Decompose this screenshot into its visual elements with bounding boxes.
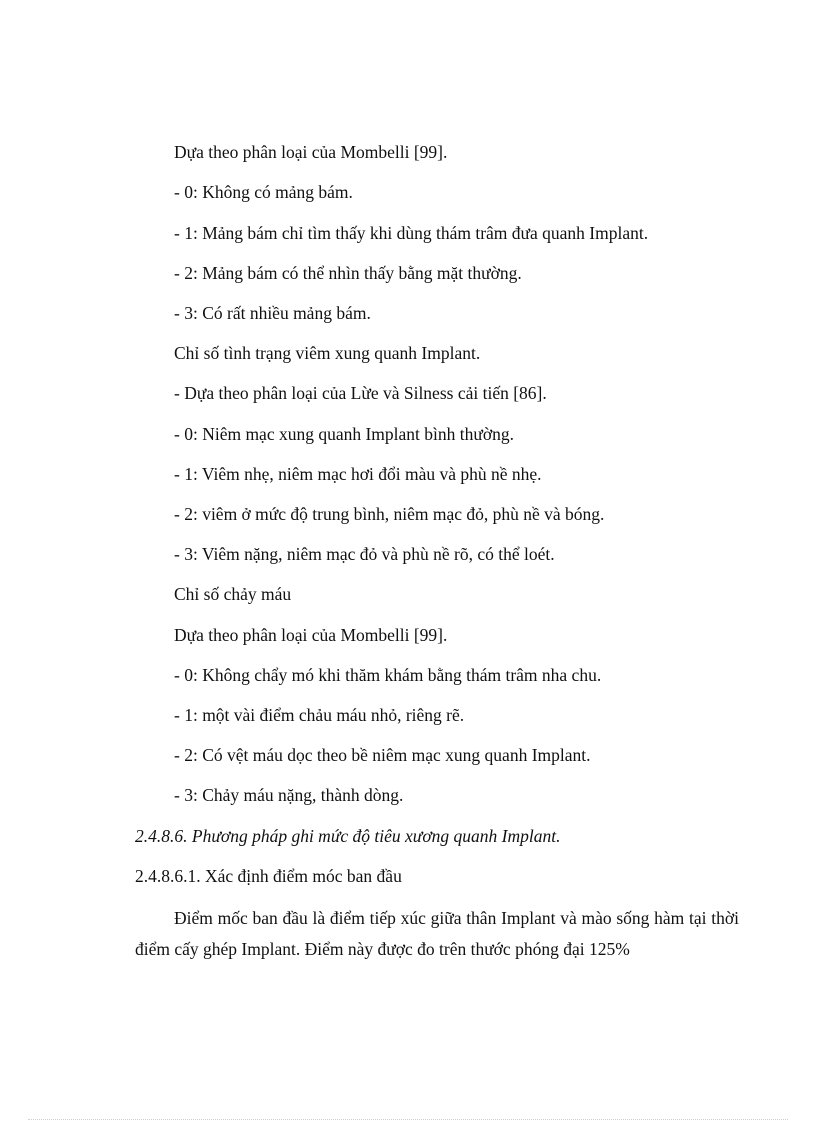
text-line: - 1: Viêm nhẹ, niêm mạc hơi đổi màu và phù nề nhẹ. (174, 464, 542, 484)
text-line: Dựa theo phân loại của Mombelli [99]. (174, 625, 448, 645)
text-line: - 1: một vài điểm chảu máu nhỏ, riêng rẽ. (174, 705, 465, 725)
text-line: - 3: Viêm nặng, niêm mạc đỏ và phù nề rõ, có thể loét. (174, 544, 555, 564)
page-bottom-rule (28, 1119, 788, 1120)
text-line: - Dựa theo phân loại của Lừe và Silness cải tiến [86]. (174, 383, 547, 403)
text-line: Chỉ số tình trạng viêm xung quanh Implant. (174, 343, 481, 363)
body-paragraph: Điểm mốc ban đầu là điểm tiếp xúc giữa thân Implant và mào sống hàm tại thời điểm cấy ghép Implant. Điểm này được đo trên thước phóng đại 125% (135, 908, 739, 959)
text-line: - 3: Chảy máu nặng, thành dòng. (174, 785, 404, 805)
text-line: - 2: Mảng bám có thể nhìn thấy bằng mặt thường. (174, 263, 522, 283)
text-line: - 2: viêm ở mức độ trung bình, niêm mạc đỏ, phù nề và bóng. (174, 504, 605, 524)
text-line: - 0: Niêm mạc xung quanh Implant bình thường. (174, 424, 515, 444)
text-line: - 0: Không có mảng bám. (174, 182, 353, 202)
text-line: Dựa theo phân loại của Mombelli [99]. (174, 142, 448, 162)
text-line: - 2: Có vệt máu dọc theo bề niêm mạc xung quanh Implant. (174, 745, 591, 765)
text-line: - 0: Không chẩy mó khi thăm khám bằng thám trâm nha chu. (174, 665, 602, 685)
subsection-heading: 2.4.8.6.1. Xác định điểm móc ban đầu (135, 866, 402, 886)
text-line: Chỉ số chảy máu (174, 584, 292, 604)
text-line: - 3: Có rất nhiều mảng bám. (174, 303, 371, 323)
section-heading: 2.4.8.6. Phương pháp ghi mức độ tiêu xương quanh Implant. (135, 826, 561, 846)
text-line: - 1: Mảng bám chỉ tìm thấy khi dùng thám trâm đưa quanh Implant. (174, 223, 649, 243)
